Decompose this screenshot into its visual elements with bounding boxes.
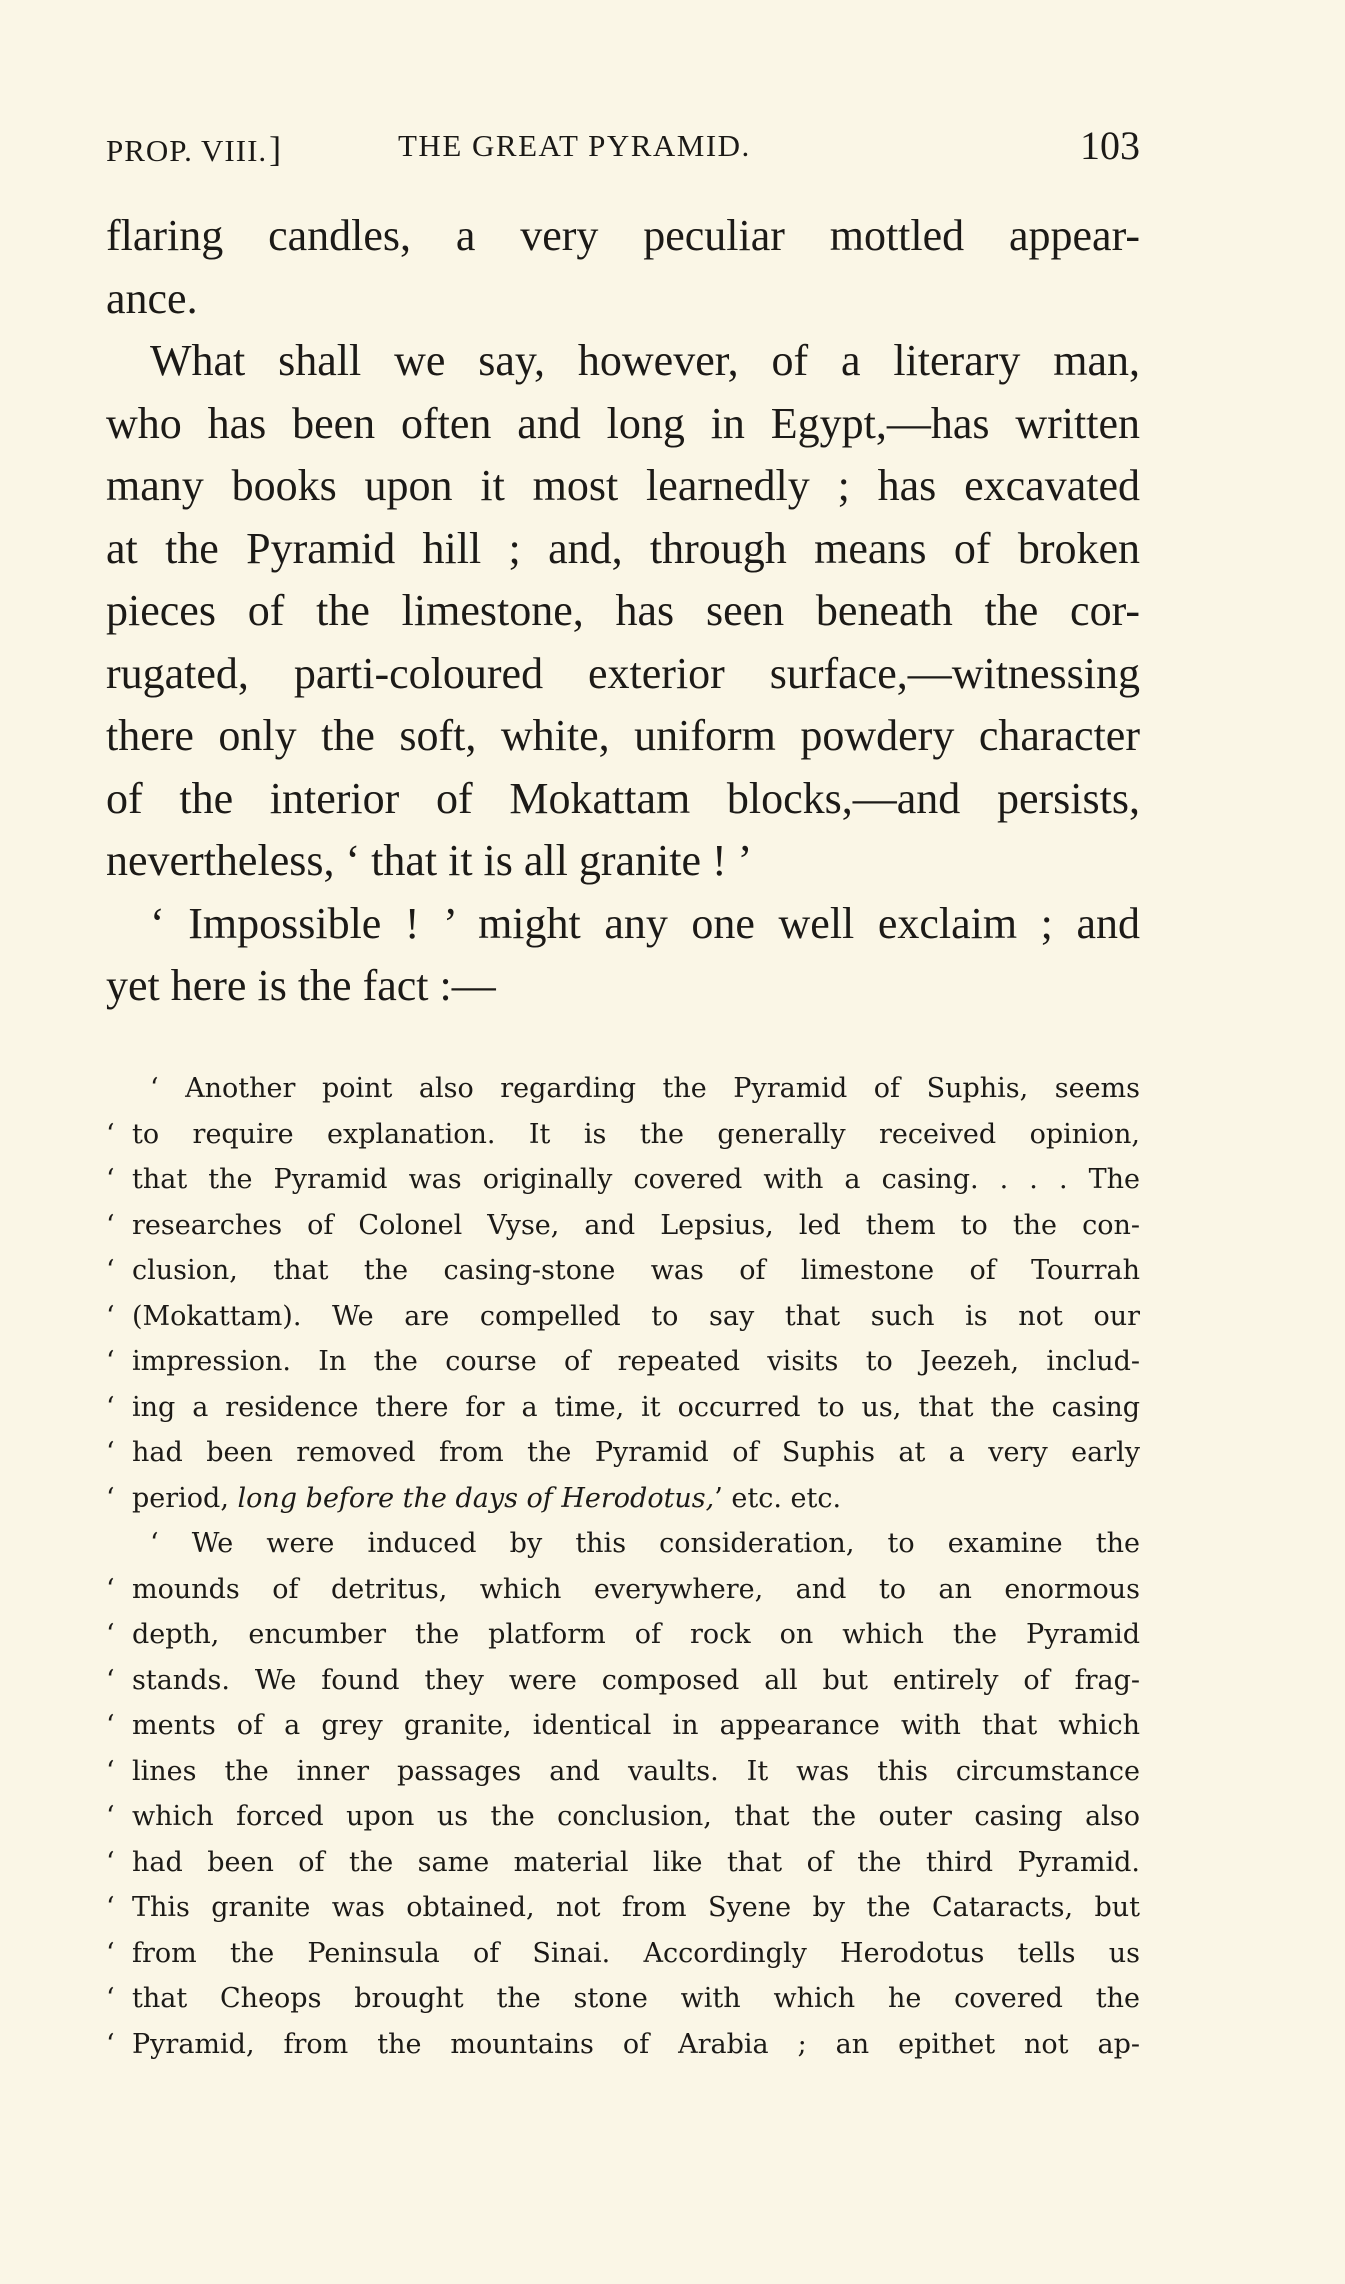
main-text	[106, 205, 1140, 1018]
quote-line	[106, 1885, 1140, 1931]
text-line: who has been often and long in Egypt,—has written	[106, 398, 1140, 448]
quote-line	[106, 1112, 1140, 1158]
running-head-section: PROP. VIII.]	[106, 129, 283, 169]
quote-mark: ‘	[106, 2028, 115, 2060]
quote-mark: ‘	[106, 1164, 115, 1195]
text-line: yet here is the fact :—	[106, 961, 496, 1010]
quote-line-text: to require explanation. It is the generally received opinion,	[132, 1118, 1140, 1150]
quote-line	[106, 1521, 1140, 1567]
quote-mark: ‘	[106, 1391, 115, 1423]
quote-line	[106, 1931, 1140, 1977]
quote-line	[106, 1658, 1140, 1704]
quote-mark: ‘	[106, 1300, 115, 1332]
text-line: there only the soft, white, uniform powdery character	[106, 711, 1140, 760]
quote-line	[106, 1157, 1140, 1203]
text-line: pieces of the limestone, has seen beneath the cor-	[106, 586, 1140, 635]
quote-mark: ‘	[106, 1619, 115, 1650]
quote-line-text: which forced upon us the conclusion, that the outer casing also	[132, 1801, 1140, 1832]
quote-line-text: researches of Colonel Vyse, and Lepsius, led them to the con-	[132, 1209, 1140, 1241]
text-line: of the interior of Mokattam blocks,—and persists,	[106, 773, 1140, 823]
quote-line-text: depth, encumber the platform of rock on which the Pyramid	[132, 1619, 1140, 1650]
block-quotation	[106, 1066, 1140, 2067]
running-head	[106, 123, 1140, 174]
quote-line	[106, 1567, 1140, 1613]
quote-line-text: lines the inner passages and vaults. It was this circumstance	[132, 1755, 1140, 1787]
text-line: ance.	[106, 273, 198, 323]
quote-line-text: had been of the same material like that of the third Pyramid.	[132, 1846, 1140, 1878]
quote-line	[106, 1476, 1140, 1522]
quote-line	[106, 1339, 1140, 1385]
quote-mark: ‘	[106, 1209, 115, 1241]
text-line: What shall we say, however, of a literary man,	[150, 336, 1140, 385]
quote-line-text: had been removed from the Pyramid of Suphis at a very early	[132, 1437, 1140, 1468]
quote-mark: ‘	[106, 1755, 115, 1787]
text-line: flaring candles, a very peculiar mottled appear-	[106, 211, 1140, 260]
quote-line	[106, 2022, 1140, 2068]
quote-line-text: ‘ We were induced by this consideration, to examine the	[150, 1528, 1140, 1559]
quote-line	[106, 1294, 1140, 1340]
quote-mark: ‘	[106, 1346, 115, 1377]
page-number: 103	[1080, 123, 1140, 168]
quote-line	[106, 1203, 1140, 1249]
quote-line-text: from the Peninsula of Sinai. Accordingly Herodotus tells us	[132, 1937, 1140, 1969]
quote-line	[106, 1794, 1140, 1840]
quote-line	[106, 1976, 1140, 2022]
text-line: rugated, parti-coloured exterior surface,—witnessing	[106, 648, 1140, 698]
quote-line-text: that Cheops brought the stone with which he covered the	[132, 1983, 1140, 2014]
quote-mark: ‘	[106, 1937, 115, 1969]
quote-line-text: This granite was obtained, not from Syene by the Cataracts, but	[132, 1892, 1140, 1923]
quote-mark: ‘	[106, 1801, 115, 1832]
quote-mark: ‘	[106, 1118, 115, 1150]
quote-line	[106, 1703, 1140, 1749]
quote-mark: ‘	[106, 1437, 115, 1468]
quote-line-text: stands. We found they were composed all but entirely of frag-	[132, 1664, 1140, 1696]
text-line: nevertheless, ‘ that it is all granite ! ’	[106, 836, 753, 885]
quote-line-text: that the Pyramid was originally covered with a casing. . . . The	[132, 1164, 1140, 1195]
quote-line-text: Pyramid, from the mountains of Arabia ; an epithet not ap-	[132, 2028, 1140, 2060]
quote-line	[106, 1385, 1140, 1431]
quote-line-text: impression. In the course of repeated visits to Jeezeh, includ-	[132, 1346, 1140, 1377]
quote-line	[106, 1248, 1140, 1294]
quote-mark: ‘	[106, 1710, 115, 1741]
quote-line	[106, 1840, 1140, 1886]
quote-line-text: ‘ Another point also regarding the Pyramid of Suphis, seems	[150, 1073, 1140, 1104]
quote-line-text: ing a residence there for a time, it occurred to us, that the casing	[132, 1391, 1140, 1423]
text-line: at the Pyramid hill ; and, through means of broken	[106, 523, 1140, 573]
quote-mark: ‘	[106, 1482, 115, 1514]
quote-line-text: mounds of detritus, which everywhere, and to an enormous	[132, 1573, 1140, 1605]
quote-line-text: period, long before the days of Herodotus,’ etc. etc.	[132, 1482, 842, 1514]
quote-mark: ‘	[106, 1664, 115, 1696]
quote-mark: ‘	[106, 1846, 115, 1878]
quote-line	[106, 1612, 1140, 1658]
quote-line-text: (Mokattam). We are compelled to say that such is not our	[132, 1300, 1140, 1332]
quote-line	[106, 1430, 1140, 1476]
quote-line-text: ments of a grey granite, identical in appearance with that which	[132, 1710, 1140, 1741]
text-line: ‘ Impossible ! ’ might any one well exclaim ; and	[150, 898, 1140, 948]
quote-mark: ‘	[106, 1573, 115, 1605]
quote-line	[106, 1749, 1140, 1795]
quote-line-text: clusion, that the casing-stone was of limestone of Tourrah	[132, 1255, 1140, 1286]
quote-line	[106, 1066, 1140, 1112]
quote-mark: ‘	[106, 1983, 115, 2014]
text-line: many books upon it most learnedly ; has excavated	[106, 461, 1140, 510]
running-head-title: THE GREAT PYRAMID.	[398, 128, 751, 163]
quote-mark: ‘	[106, 1255, 115, 1286]
quote-mark: ‘	[106, 1892, 115, 1923]
